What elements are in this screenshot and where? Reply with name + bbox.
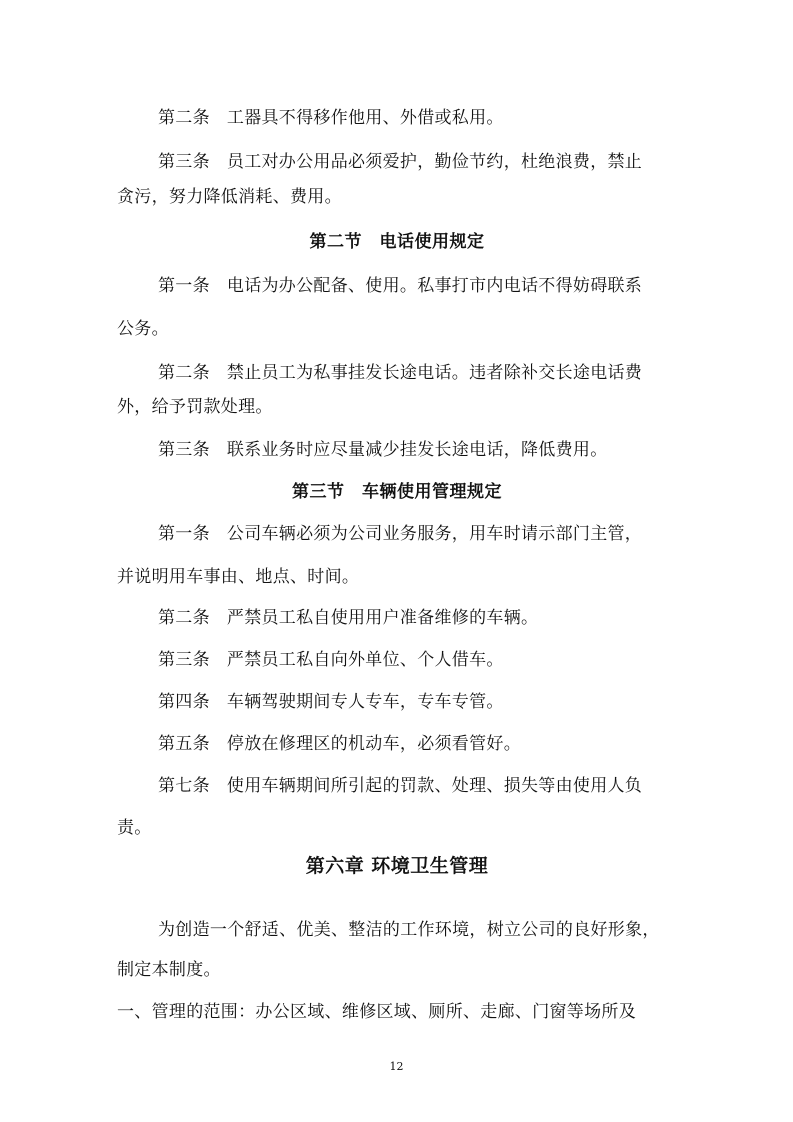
article-label: 第一条 [158, 524, 210, 544]
article-label: 第三条 [158, 650, 210, 670]
article-text: 员工对办公用品必须爱护，勤俭节约，杜绝浪费，禁止 [226, 152, 643, 172]
article-text: 停放在修理区的机动车，必须看管好。 [226, 734, 522, 754]
list-item: 一、管理的范围：办公区域、维修区域、厕所、走廊、门窗等场所及 [117, 1002, 636, 1022]
article-continuation: 外，给予罚款处理。 [117, 397, 273, 417]
chapter-heading: 第六章 环境卫生管理 [305, 855, 489, 877]
article-label: 第三条 [158, 440, 210, 460]
article-text: 公司车辆必须为公司业务服务，用车时请示部门主管， [226, 524, 643, 544]
page-number: 12 [389, 1060, 404, 1073]
article-line [158, 275, 718, 297]
article-continuation: 贪污，努力降低消耗、费用。 [117, 187, 342, 207]
article-label: 第一条 [158, 276, 210, 296]
article-line [158, 649, 718, 671]
article-label: 第二条 [158, 608, 210, 628]
article-text: 联系业务时应尽量减少挂发长途电话，降低费用。 [226, 440, 608, 460]
article-line [158, 107, 718, 129]
section-heading: 第三节 车辆使用管理规定 [292, 482, 502, 502]
article-line [158, 691, 718, 713]
article-text: 车辆驾驶期间专人专车，专车专管。 [226, 692, 504, 712]
article-line [158, 775, 718, 797]
article-text: 严禁员工私自向外单位、个人借车。 [226, 650, 504, 670]
article-line [158, 439, 718, 461]
article-text: 使用车辆期间所引起的罚款、处理、损失等由使用人负 [226, 776, 643, 796]
article-text: 电话为办公配备、使用。私事打市内电话不得妨碍联系 [226, 276, 643, 296]
article-line [158, 362, 718, 384]
article-line [158, 733, 718, 755]
article-label: 第二条 [158, 363, 210, 383]
article-continuation: 公务。 [117, 319, 169, 339]
section-heading: 第二节 电话使用规定 [309, 232, 485, 252]
paragraph-continuation: 制定本制度。 [117, 960, 221, 980]
article-text: 严禁员工私自使用用户准备维修的车辆。 [226, 608, 539, 628]
article-continuation: 责。 [117, 818, 152, 838]
article-label: 第三条 [158, 152, 210, 172]
article-label: 第七条 [158, 776, 210, 796]
article-line [158, 523, 718, 545]
article-text: 禁止员工为私事挂发长途电话。违者除补交长途电话费 [226, 363, 643, 383]
article-text: 工器具不得移作他用、外借或私用。 [226, 108, 504, 128]
article-label: 第二条 [158, 108, 210, 128]
article-label: 第五条 [158, 734, 210, 754]
article-line [158, 607, 718, 629]
article-label: 第四条 [158, 692, 210, 712]
paragraph-line: 为创造一个舒适、优美、整洁的工作环境，树立公司的良好形象， [158, 920, 660, 940]
article-continuation: 并说明用车事由、地点、时间。 [117, 567, 360, 587]
article-line [158, 151, 718, 173]
